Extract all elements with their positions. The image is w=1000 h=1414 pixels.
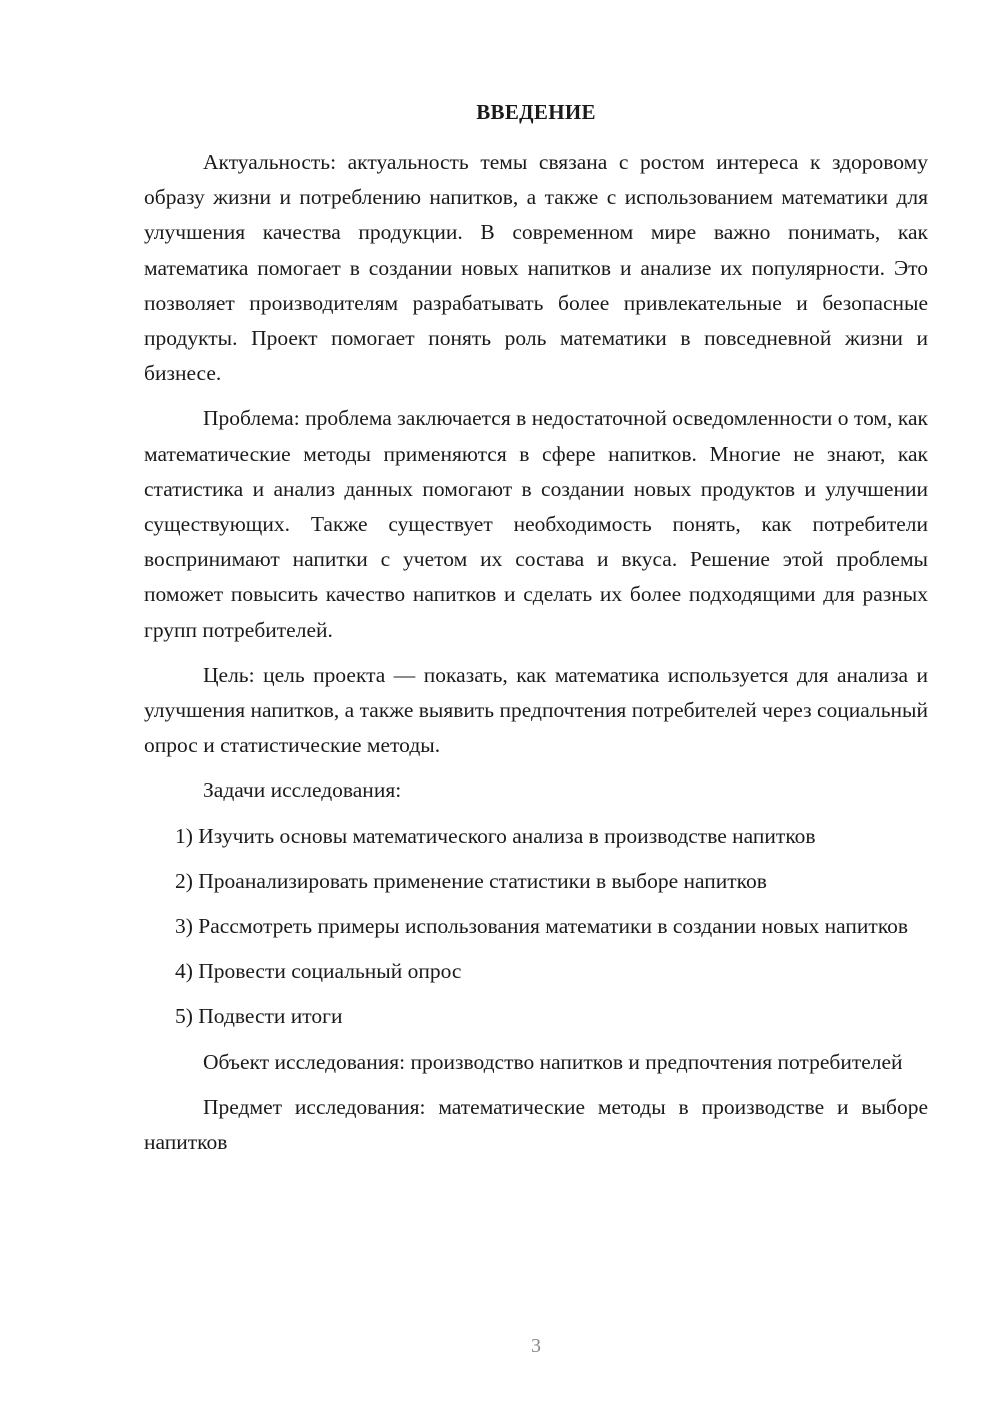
goal-paragraph: Цель: цель проекта — показать, как математика используется для анализа и улучшения напитков, а также выявить предпочтения потребителей через социальный опрос и статистические методы.: [144, 662, 928, 758]
page-number: 3: [531, 1335, 541, 1357]
research-object-paragraph: Объект исследования: производство напитков и предпочтения потребителей: [203, 1049, 903, 1074]
relevance-paragraph: Актуальность: актуальность темы связана с ростом интереса к здоровому образу жизни и потреблению напитков, а также с использованием математики для улучшения качества продукции. В современном мире важно понимать, как математика помогает в создании новых напитков и анализе их популярности. Это позволяет производителям разрабатывать более привлекательные и безопасные продукты. Проект помогает понять роль математики в повседневной жизни и бизнесе.: [144, 150, 928, 386]
task-item: 1) Изучить основы математического анализа в производстве напитков: [175, 823, 816, 848]
section-heading: ВВЕДЕНИЕ: [476, 100, 596, 124]
task-item: 5) Подвести итоги: [175, 1004, 343, 1029]
task-item: 4) Провести социальный опрос: [175, 959, 462, 984]
task-item: 3) Рассмотреть примеры использования математики в создании новых напитков: [175, 914, 909, 939]
research-subject-paragraph: Предмет исследования: математические методы в производстве и выборе напитков: [144, 1094, 928, 1155]
page-content: [144, 98, 928, 1170]
task-item: 2) Проанализировать применение статистики в выборе напитков: [175, 868, 767, 893]
tasks-title: Задачи исследования:: [203, 778, 402, 803]
problem-paragraph: Проблема: проблема заключается в недостаточной осведомленности о том, как математические методы применяются в сфере напитков. Многие не знают, как статистика и анализ данных помогают в создании новых продуктов и улучшении существующих. Также существует необходимость понять, как потребители воспринимают напитки с учетом их состава и вкуса. Решение этой проблемы поможет повысить качество напитков и сделать их более подходящими для разных групп потребителей.: [144, 406, 928, 642]
